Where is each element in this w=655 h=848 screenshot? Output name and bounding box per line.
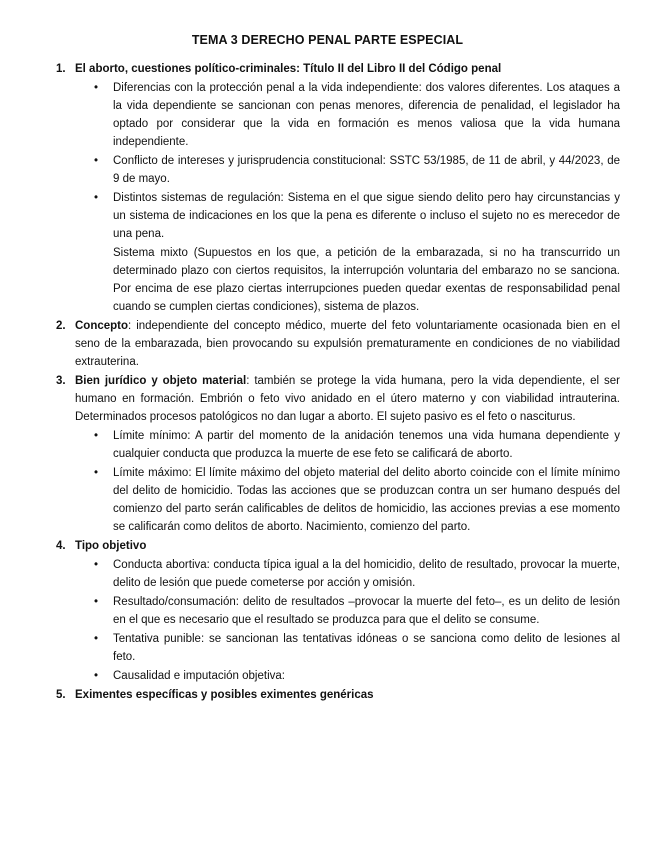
bullet-list [56, 427, 620, 536]
bullet-list [56, 556, 620, 685]
section-title: Tipo objetivo [75, 540, 147, 552]
bullet-icon: • [94, 82, 99, 94]
bullet-icon: • [94, 633, 99, 645]
list-item [56, 427, 620, 463]
section-heading [56, 686, 620, 704]
bullet-icon: • [94, 559, 99, 571]
bullet-icon: • [94, 596, 99, 608]
section-title: Concepto [75, 320, 129, 332]
bullet-icon: • [94, 155, 99, 167]
document-title: TEMA 3 DERECHO PENAL PARTE ESPECIAL [191, 33, 464, 47]
section-number: 2. [56, 320, 66, 332]
section-heading [56, 537, 620, 555]
bullet-text: Límite mínimo: A partir del momento de la anidación tenemos una vida humana dependiente y cualquier conducta que produzca la muerte de ese feto se calificará de aborto. [113, 430, 620, 460]
section-heading [56, 317, 620, 371]
document-body [0, 60, 655, 704]
list-item [56, 556, 620, 592]
bullet-icon: • [94, 467, 99, 479]
bullet-text: Tentativa punible: se sancionan las tentativas idóneas o se sanciona como delito de lesiones al feto. [113, 633, 620, 663]
section-1 [56, 60, 620, 316]
bullet-text: Distintos sistemas de regulación: Sistema en el que sigue siendo delito pero hay circunstancias y un sistema de indicaciones en los que la pena es diferente o incluso el sujeto no es merecedor de una pena. [113, 192, 620, 240]
bullet-text: Causalidad e imputación objetiva: [113, 670, 285, 682]
list-item [56, 464, 620, 536]
section-3 [56, 372, 620, 536]
list-item [56, 79, 620, 151]
list-item [56, 667, 620, 685]
section-text: : también se protege la vida humana, pero la vida dependiente, el ser humano en formación. Embrión o feto vivo anidado en el útero materno y con viabilidad intrauterina. Determinados procesos patológicos no dan lugar a aborto. El sujeto pasivo es el feto o nasciturus. [75, 375, 620, 423]
section-title: Eximentes específicas y posibles eximentes genéricas [75, 689, 374, 701]
bullet-continuation-paragraph: Sistema mixto (Supuestos en los que, a petición de la embarazada, si no ha transcurrido un determinado plazo con ciertos requisitos, la interrupción voluntaria del embarazo no se sanciona. Por encima de ese plazo ciertas interrupciones pueden quedar exentas de responsabilidad penal cuando se cumplen ciertas condiciones), sistema de plazos. [113, 247, 620, 313]
bullet-text: Diferencias con la protección penal a la vida independiente: dos valores diferentes. Los ataques a la vida dependiente se sancionan con penas menores, diferencia de penalidad, el legislador ha optado por considerar que la vida en formación es menos valiosa que la vida humana independiente. [113, 82, 620, 148]
list-item [56, 189, 620, 316]
section-2 [56, 317, 620, 371]
bullet-icon: • [94, 670, 99, 682]
list-item [56, 593, 620, 629]
bullet-text: Límite máximo: El límite máximo del objeto material del delito aborto coincide con el límite mínimo del delito de homicidio. Todas las acciones que se produzcan contra un ser humano después del comienzo del parto serán calificables de delitos de homicidio, las acciones previas a ese momento se calificarán como delitos de aborto. Nacimiento, comienzo del parto. [113, 467, 620, 533]
section-number: 3. [56, 375, 66, 387]
section-heading [56, 372, 620, 426]
list-item [56, 630, 620, 666]
section-5 [56, 686, 620, 704]
bullet-text: Resultado/consumación: delito de resultados –provocar la muerte del feto–, es un delito de lesión en el que es necesario que el resultado se produzca para que el delito se consume. [113, 596, 620, 626]
bullet-icon: • [94, 430, 99, 442]
list-item [56, 152, 620, 188]
section-number: 1. [56, 63, 66, 75]
section-text: : independiente del concepto médico, muerte del feto voluntariamente ocasionada bien en el seno de la embarazada, bien provocando su expulsión prematuramente en condiciones de no viabilidad extrauterina. [75, 320, 620, 368]
bullet-icon: • [94, 192, 99, 204]
section-title: El aborto, cuestiones político-criminales: Título II del Libro II del Código penal [75, 63, 502, 75]
section-heading [56, 60, 620, 78]
section-number: 4. [56, 540, 66, 552]
bullet-list [56, 79, 620, 316]
bullet-text: Conflicto de intereses y jurisprudencia constitucional: SSTC 53/1985, de 11 de abril, y 44/2023, de 9 de mayo. [113, 155, 620, 185]
section-title: Bien jurídico y objeto material [75, 375, 247, 387]
bullet-text: Conducta abortiva: conducta típica igual a la del homicidio, delito de resultado, provocar la muerte, delito de lesión que puede cometerse por acción y omisión. [113, 559, 620, 589]
section-number: 5. [56, 689, 66, 701]
section-4 [56, 537, 620, 685]
